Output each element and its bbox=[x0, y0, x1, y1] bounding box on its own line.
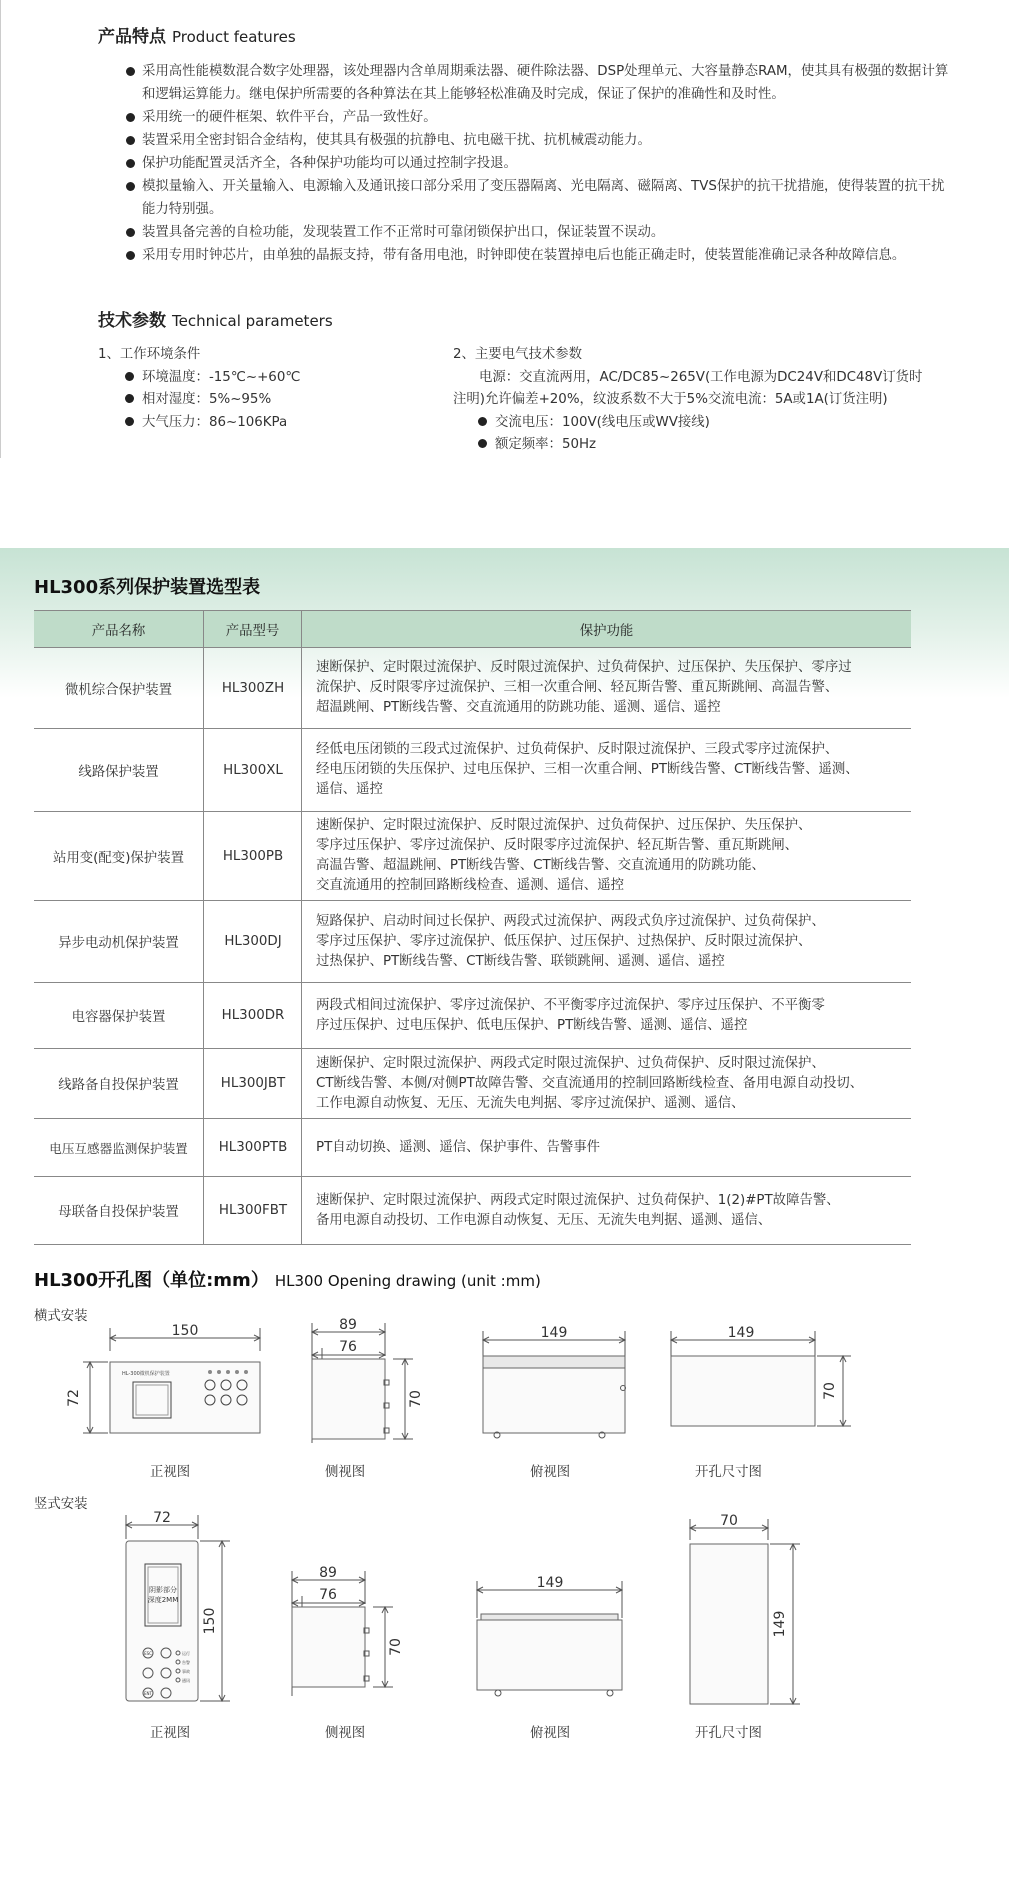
vertical-install-label: 竖式安装 bbox=[34, 1497, 88, 1512]
dim-v-cut-w: 70 bbox=[720, 1513, 738, 1529]
dim-v-top-w: 149 bbox=[536, 1575, 564, 1591]
function-line: 速断保护、定时限过流保护、反时限过流保护、过负荷保护、过压保护、失压保护、 bbox=[316, 818, 812, 833]
env-item-text: 大气压力：86~106KPa bbox=[142, 414, 288, 430]
h-side-view-drawing bbox=[305, 1318, 435, 1443]
table-row bbox=[34, 1049, 911, 1119]
table-row bbox=[34, 812, 911, 901]
row-product-model: HL300DR bbox=[204, 983, 302, 1049]
opening-title-cn: HL300开孔图（单位:mm） bbox=[34, 1270, 269, 1291]
function-line: 零序过压保护、零序过流保护、反时限零序过流保护、轻瓦斯告警、重瓦斯跳闸、 bbox=[316, 838, 799, 853]
env-item-text: 相对湿度：5%~95% bbox=[142, 392, 272, 408]
function-line: 速断保护、定时限过流保护、反时限过流保护、过负荷保护、过压保护、失压保护、零序过 bbox=[316, 660, 852, 675]
v-front-window-text-2: 深度2MM bbox=[147, 1596, 179, 1604]
v-front-key-ent: ENT bbox=[144, 1691, 152, 1696]
env-item bbox=[98, 367, 300, 390]
function-line: 超温跳闸、PT断线告警、交直流通用的防跳功能、遥测、遥信、遥控 bbox=[316, 700, 721, 715]
dim-v-side-w2: 76 bbox=[319, 1587, 337, 1603]
features-title-en: Product features bbox=[172, 28, 296, 46]
dim-h-cut-h: 70 bbox=[822, 1382, 838, 1400]
row-product-model: HL300ZH bbox=[204, 648, 302, 729]
h-top-view-drawing bbox=[475, 1325, 635, 1443]
function-line: 经低电压闭锁的三段式过流保护、过负荷保护、反时限过流保护、三段式零序过流保护、 bbox=[316, 742, 839, 757]
row-functions bbox=[302, 1177, 912, 1245]
function-line: 备用电源自动投切、工作电源自动恢复、无压、无流失电判据、遥测、遥信、 bbox=[316, 1212, 772, 1228]
dim-v-front-w: 72 bbox=[153, 1510, 171, 1526]
tech-title-en: Technical parameters bbox=[172, 312, 333, 330]
function-line: 交直流通用的控制回路断线检查、遥测、遥信、遥控 bbox=[316, 878, 624, 893]
function-line: 零序过压保护、零序过流保护、低压保护、过压保护、过热保护、反时限过流保护、 bbox=[316, 933, 812, 949]
feature-item: 采用高性能模数混合数字处理器，该处理器内含单周期乘法器、硬件除法器、DSP处理单元、大容量静态RAM，使其具有极强的数据计算和逻辑运算能力。继电保护所需要的各种算法在其上能够轻松准确及时完成，保证了保护的准确性和及时性。 bbox=[124, 60, 954, 106]
elec-params bbox=[453, 344, 922, 457]
table-row bbox=[34, 648, 911, 729]
elec-line: 电源：交直流两用，AC/DC85~265V(工作电源为DC24V和DC48V订货时 bbox=[479, 369, 923, 385]
row-product-model: HL300PB bbox=[204, 812, 302, 901]
features-list bbox=[124, 60, 954, 267]
function-line: PT自动切换、遥测、遥信、保护事件、告警事件 bbox=[316, 1139, 601, 1155]
v-front-led-label: 运行 bbox=[182, 1651, 190, 1656]
h-front-view-label: 正视图 bbox=[150, 1465, 191, 1480]
function-line: 短路保护、启动时间过长保护、两段式过流保护、两段式负序过流保护、过负荷保护、 bbox=[316, 913, 825, 929]
h-cutout-drawing bbox=[665, 1325, 865, 1443]
row-product-name: 微机综合保护装置 bbox=[34, 648, 204, 729]
row-product-name: 线路备自投保护装置 bbox=[34, 1049, 204, 1119]
dim-v-cut-h: 149 bbox=[772, 1610, 788, 1638]
horizontal-install-label: 横式安装 bbox=[34, 1309, 88, 1324]
table-row bbox=[34, 983, 911, 1049]
v-front-led-label: 通讯 bbox=[182, 1678, 190, 1683]
dim-v-side-h: 70 bbox=[388, 1638, 404, 1656]
env-item bbox=[98, 412, 300, 435]
env-heading: 1、工作环境条件 bbox=[98, 347, 201, 362]
row-functions bbox=[302, 1049, 912, 1119]
table-row bbox=[34, 901, 911, 983]
elec-item-text: 额定频率：50Hz bbox=[495, 437, 597, 453]
dim-v-side-w1: 89 bbox=[319, 1565, 337, 1581]
v-front-window-text-1: 阴影部分 bbox=[149, 1586, 177, 1594]
env-item bbox=[98, 389, 300, 412]
v-front-key-esc: ESC bbox=[144, 1651, 152, 1656]
function-line: 工作电源自动恢复、无压、无流失电判据、零序过流保护、遥测、遥信、 bbox=[316, 1095, 745, 1111]
v-side-view-label: 侧视图 bbox=[325, 1726, 366, 1741]
row-product-name: 电压互感器监测保护装置 bbox=[34, 1119, 204, 1177]
feature-item: 保护功能配置灵活齐全，各种保护功能均可以通过控制字投退。 bbox=[124, 152, 954, 175]
v-cutout-drawing bbox=[685, 1513, 815, 1711]
row-functions bbox=[302, 901, 912, 983]
opening-title bbox=[34, 1266, 541, 1292]
col-header-function: 保护功能 bbox=[302, 611, 912, 648]
dim-h-side-w2: 76 bbox=[339, 1339, 357, 1355]
function-line: 遥信、遥控 bbox=[316, 782, 383, 797]
function-line: CT断线告警、本侧/对侧PT故障告警、交直流通用的控制回路断线检查、备用电源自动投切、 bbox=[316, 1075, 864, 1091]
features-title-cn: 产品特点 bbox=[98, 27, 166, 47]
selection-title: HL300系列保护装置选型表 bbox=[34, 577, 261, 598]
feature-item: 装置具备完善的自检功能，发现装置工作不正常时可靠闭锁保护出口，保证装置不误动。 bbox=[124, 221, 954, 244]
row-product-name: 母联备自投保护装置 bbox=[34, 1177, 204, 1245]
row-functions bbox=[302, 812, 912, 901]
function-line: 速断保护、定时限过流保护、两段式定时限过流保护、过负荷保护、1(2)#PT故障告警、 bbox=[316, 1192, 840, 1208]
env-item-text: 环境温度：-15℃~+60℃ bbox=[142, 369, 301, 385]
elec-heading: 2、主要电气技术参数 bbox=[453, 347, 583, 362]
v-top-view-drawing bbox=[470, 1575, 630, 1708]
v-front-led-label: 事故 bbox=[182, 1669, 190, 1674]
v-front-led-label: 告警 bbox=[182, 1660, 190, 1665]
row-functions bbox=[302, 729, 912, 812]
opening-title-en: HL300 Opening drawing (unit :mm) bbox=[274, 1272, 541, 1290]
row-product-name: 电容器保护装置 bbox=[34, 983, 204, 1049]
dim-h-cut-w: 149 bbox=[727, 1325, 755, 1341]
col-header-name: 产品名称 bbox=[34, 611, 204, 648]
tech-title bbox=[98, 306, 333, 331]
row-product-name: 线路保护装置 bbox=[34, 729, 204, 812]
feature-item: 模拟量输入、开关量输入、电源输入及通讯接口部分采用了变压器隔离、光电隔离、磁隔离、TVS保护的抗干扰措施，使得装置的抗干扰能力特别强。 bbox=[124, 175, 954, 221]
h-side-view-label: 侧视图 bbox=[325, 1465, 366, 1480]
function-line: 流保护、反时限零序过流保护、三相一次重合闸、轻瓦斯告警、重瓦斯跳闸、高温告警、 bbox=[316, 680, 839, 695]
row-product-model: HL300DJ bbox=[204, 901, 302, 983]
h-cutout-label: 开孔尺寸图 bbox=[695, 1465, 762, 1480]
h-front-view-drawing bbox=[66, 1323, 280, 1435]
table-row bbox=[34, 729, 911, 812]
row-product-model: HL300PTB bbox=[204, 1119, 302, 1177]
elec-item-text: 交流电压：100V(线电压或WV接线) bbox=[495, 414, 710, 430]
v-cutout-label: 开孔尺寸图 bbox=[695, 1726, 762, 1741]
dim-h-front-w: 150 bbox=[171, 1323, 199, 1339]
function-line: 两段式相间过流保护、零序过流保护、不平衡零序过流保护、零序过压保护、不平衡零 bbox=[316, 997, 825, 1013]
row-product-model: HL300XL bbox=[204, 729, 302, 812]
dim-h-top-w: 149 bbox=[540, 1325, 568, 1341]
v-side-view-drawing bbox=[285, 1566, 415, 1701]
row-product-name: 站用变(配变)保护装置 bbox=[34, 812, 204, 901]
table-header-row bbox=[34, 611, 911, 648]
dim-h-front-h: 72 bbox=[66, 1389, 82, 1407]
left-margin-rule bbox=[0, 0, 1, 458]
h-top-view-label: 俯视图 bbox=[530, 1465, 571, 1480]
row-functions bbox=[302, 983, 912, 1049]
dim-h-side-h: 70 bbox=[408, 1390, 424, 1408]
feature-item: 采用专用时钟芯片，由单独的晶振支持，带有备用电池，时钟即使在装置掉电后也能正确走时，使装置能准确记录各种故障信息。 bbox=[124, 244, 954, 267]
function-line: 经电压闭锁的失压保护、过电压保护、三相一次重合闸、PT断线告警、CT断线告警、遥测、 bbox=[316, 762, 859, 777]
row-functions bbox=[302, 648, 912, 729]
tech-title-cn: 技术参数 bbox=[98, 311, 166, 331]
features-title bbox=[98, 22, 296, 47]
elec-item bbox=[453, 434, 922, 457]
col-header-model: 产品型号 bbox=[204, 611, 302, 648]
function-line: 速断保护、定时限过流保护、两段式定时限过流保护、过负荷保护、反时限过流保护、 bbox=[316, 1055, 825, 1071]
table-row bbox=[34, 1177, 911, 1245]
dim-v-front-h: 150 bbox=[202, 1607, 218, 1635]
row-product-model: HL300FBT bbox=[204, 1177, 302, 1245]
row-product-name: 异步电动机保护装置 bbox=[34, 901, 204, 983]
table-row bbox=[34, 1119, 911, 1177]
dim-h-side-w1: 89 bbox=[339, 1317, 357, 1333]
env-params bbox=[98, 344, 300, 434]
v-top-view-label: 俯视图 bbox=[530, 1726, 571, 1741]
h-front-panel-text: HL-300微机保护装置 bbox=[122, 1371, 170, 1377]
function-line: 过热保护、PT断线告警、CT断线告警、联锁跳闸、遥测、遥信、遥控 bbox=[316, 953, 725, 969]
function-line: 序过压保护、过电压保护、低电压保护、PT断线告警、遥测、遥信、遥控 bbox=[316, 1017, 748, 1033]
selection-table bbox=[34, 610, 911, 1245]
v-front-view-label: 正视图 bbox=[150, 1726, 191, 1741]
elec-item bbox=[453, 412, 922, 435]
v-front-view-drawing bbox=[120, 1512, 240, 1712]
feature-item: 采用统一的硬件框架、软件平台，产品一致性好。 bbox=[124, 106, 954, 129]
row-product-model: HL300JBT bbox=[204, 1049, 302, 1119]
row-functions bbox=[302, 1119, 912, 1177]
function-line: 高温告警、超温跳闸、PT断线告警、CT断线告警、交直流通用的防跳功能、 bbox=[316, 858, 765, 873]
elec-line: 注明)允许偏差+20%，纹波系数不大于5%交流电流：5A或1A(订货注明) bbox=[453, 392, 888, 408]
feature-item: 装置采用全密封铝合金结构，使其具有极强的抗静电、抗电磁干扰、抗机械震动能力。 bbox=[124, 129, 954, 152]
